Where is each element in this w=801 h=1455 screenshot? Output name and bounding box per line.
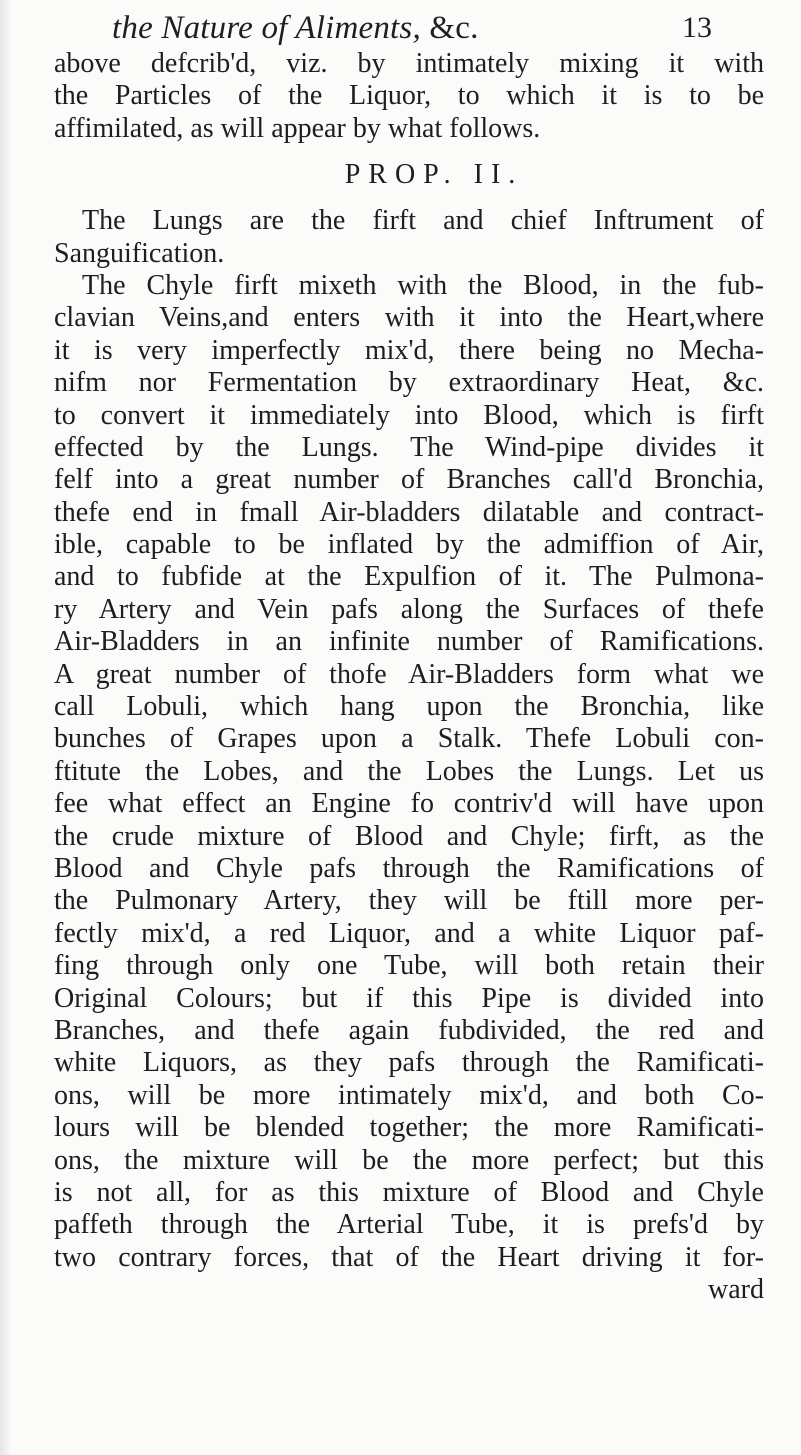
text-line: ible, capable to be inflated by the admiffion of Air, xyxy=(54,529,764,561)
text-line: white Liquors, as they pafs through the Ramificati- xyxy=(54,1047,764,1079)
text-line: the Pulmonary Artery, they will be ftill more per- xyxy=(54,885,764,917)
catchword: ward xyxy=(708,1274,764,1306)
text-line: ons, will be more intimately mix'd, and both Co- xyxy=(54,1079,764,1111)
text-line: effected by the Lungs. The Wind-pipe divides it xyxy=(54,431,764,463)
text-line: felf into a great number of Branches call'd Bronchia, xyxy=(54,464,764,496)
text-line: clavian Veins,and enters with it into the Heart,where xyxy=(54,302,764,334)
text-line: the crude mixture of Blood and Chyle; firft, as the xyxy=(54,820,764,852)
text-line: A great number of thofe Air-Bladders form what we xyxy=(54,658,764,690)
text-line: ons, the mixture will be the more perfect; but this xyxy=(54,1144,764,1176)
text-line: to convert it immediately into Blood, which is firft xyxy=(54,399,764,431)
running-title-etc: &c. xyxy=(429,10,479,46)
proposition-line: The Lungs are the firft and chief Inftrument of xyxy=(82,205,764,237)
text-line: it is very imperfectly mix'd, there being no Mecha- xyxy=(54,334,764,366)
text-line: Branches, and thefe again fubdivided, the red and xyxy=(54,1014,764,1046)
running-title-text: the Nature of Aliments, xyxy=(112,10,421,46)
text-line: thefe end in fmall Air-bladders dilatable and contract- xyxy=(54,496,764,528)
text-line: the Particles of the Liquor, to which it is to be xyxy=(54,80,764,112)
text-line: Original Colours; but if this Pipe is divided into xyxy=(54,982,764,1014)
page-number: 13 xyxy=(682,11,712,44)
running-title xyxy=(112,6,479,50)
text-line: fectly mix'd, a red Liquor, and a white Liquor paf- xyxy=(54,917,764,949)
text-line: affimilated, as will appear by what follows. xyxy=(54,112,541,144)
text-line: ry Artery and Vein pafs along the Surfaces of thefe xyxy=(54,593,764,625)
text-line: The Chyle firft mixeth with the Blood, in the fub- xyxy=(82,269,764,301)
text-line: and to fubfide at the Expulfion of it. The Pulmona- xyxy=(54,561,764,593)
proposition-line: Sanguification. xyxy=(54,237,225,269)
text-line: fing through only one Tube, will both retain their xyxy=(54,950,764,982)
running-head xyxy=(112,6,712,50)
proposition-heading: PROP. II. xyxy=(344,159,524,191)
text-line: lours will be blended together; the more Ramificati- xyxy=(54,1112,764,1144)
text-line: paffeth through the Arterial Tube, it is prefs'd by xyxy=(54,1209,764,1241)
text-line: bunches of Grapes upon a Stalk. Thefe Lobuli con- xyxy=(54,723,764,755)
text-line: ftitute the Lobes, and the Lobes the Lungs. Let us xyxy=(54,755,764,787)
text-line: call Lobuli, which hang upon the Bronchia, like xyxy=(54,691,764,723)
text-line: Air-Bladders in an infinite number of Ramifications. xyxy=(54,626,764,658)
text-line: Blood and Chyle pafs through the Ramifications of xyxy=(54,852,764,884)
text-line: nifm nor Fermentation by extraordinary Heat, &c. xyxy=(54,367,764,399)
page-gutter xyxy=(0,0,12,1455)
text-line: two contrary forces, that of the Heart driving it for- xyxy=(54,1241,764,1273)
text-line: above defcrib'd, viz. by intimately mixing it with xyxy=(54,48,764,79)
text-line: is not all, for as this mixture of Blood and Chyle xyxy=(54,1176,764,1208)
text-block xyxy=(54,48,764,1306)
text-line: fee what effect an Engine fo contriv'd will have upon xyxy=(54,788,764,820)
